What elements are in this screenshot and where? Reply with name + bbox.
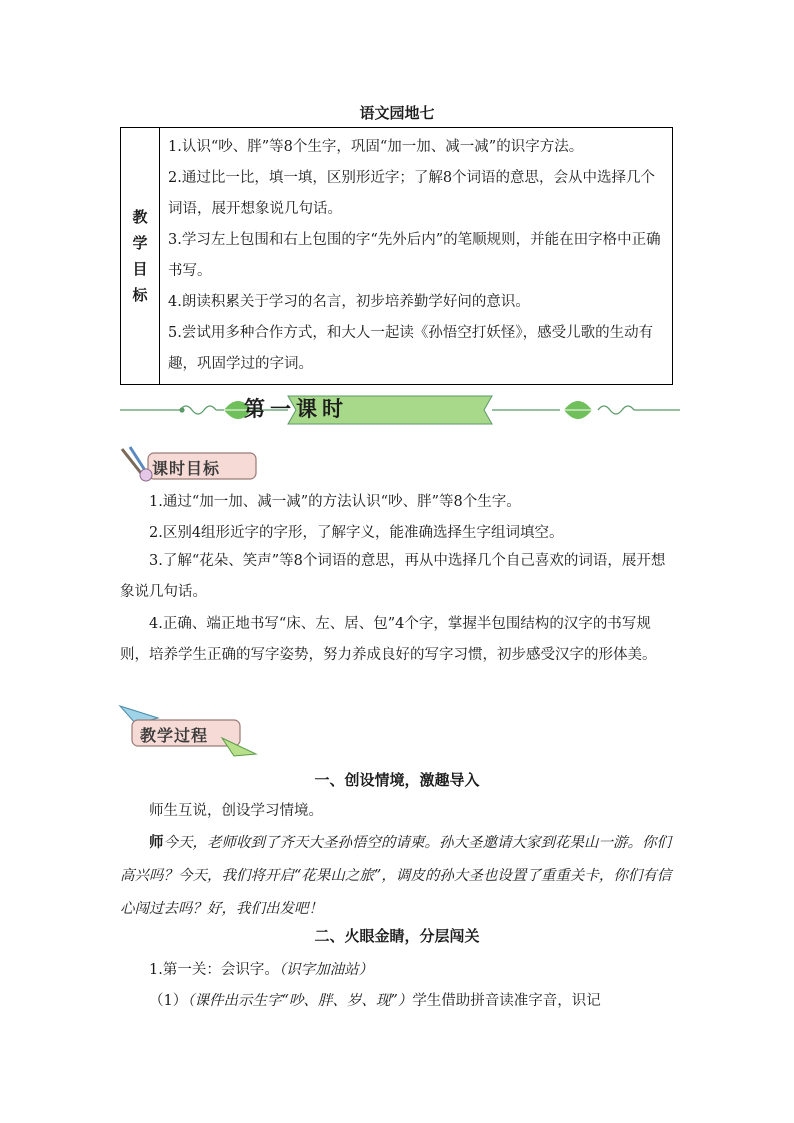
speaker-label: 师 — [149, 834, 164, 851]
lesson-goal-item: 3.了解“花朵、笑声”等8个词语的意思，再从中选择几个自己喜欢的词语，展开想象说几句话。 — [120, 553, 666, 600]
teaching-goals-body — [160, 128, 673, 385]
paragraph: 师生互说，创设学习情境。 — [149, 803, 323, 819]
goal-item: 2.通过比一比，填一填，区别形近字；了解8个词语的意思，会从中选择几个词语，展开想象说几句话。 — [168, 170, 656, 217]
teacher-speech — [120, 826, 676, 926]
lesson-goal-item: 4.正确、端正地书写“床、左、居、包”4个字，掌握半包围结构的汉字的书写规则，培养学生正确的写字姿势，努力养成良好的写字习惯，初步感受汉字的形体美。 — [120, 616, 657, 663]
banner-title: 第一课时 — [244, 396, 348, 421]
teaching-goals-table — [120, 127, 673, 385]
goal-item: 5.尝试用多种合作方式，和大人一起读《孙悟空打妖怪》，感受儿歌的生动有趣，巩固学过的字词。 — [168, 325, 654, 372]
sub-step-item — [120, 986, 676, 1017]
step-note: （识字加油站） — [278, 962, 374, 978]
goal-item: 1.认识“吵、胖”等8个生字，巩固“加一加、减一减”的识字方法。 — [168, 139, 584, 155]
label-char: 标 — [132, 286, 148, 304]
label-char: 学 — [132, 234, 148, 252]
step-label: 1.第一关：会识字。 — [149, 962, 279, 978]
section-heading: 二、火眼金睛，分层闯关 — [314, 927, 480, 945]
teaching-process-badge-label: 教学过程 — [140, 726, 209, 745]
sub-step-number: （1） — [149, 993, 188, 1009]
teaching-goals-label — [121, 128, 160, 385]
goal-item: 3.学习左上包围和右上包围的字“先外后内”的笔顺规则，并能在田字格中正确书写。 — [168, 232, 661, 279]
lesson-goal-item: 2.区别4组形近字的字形，了解字义，能准确选择生字组词填空。 — [149, 525, 564, 541]
speech-text: 今天，老师收到了齐天大圣孙悟空的请柬。孙大圣邀请大家到花果山一游。你们高兴吗？今天，我们将开启“花果山之旅”，调皮的孙大圣也设置了重重关卡，你们有信心闯过去吗？好，我们出发吧！ — [120, 835, 672, 917]
sub-step-text: 学生借助拼音读准字音，识记 — [412, 993, 601, 1009]
leaf-icon — [564, 401, 592, 419]
goal-item: 4.朗读积累关于学习的名言，初步培养勤学好问的意识。 — [168, 294, 530, 310]
section-heading: 一、创设情境，激趣导入 — [314, 771, 480, 789]
lesson-goals-badge-label: 课时目标 — [152, 459, 221, 478]
label-char: 教 — [132, 208, 148, 226]
sub-step-note: （课件出示生字“吵、胖、岁、现”） — [187, 993, 413, 1009]
label-char: 目 — [132, 260, 148, 278]
lesson-goal-item: 1.通过“加一加、减一减”的方法认识“吵、胖”等8个生字。 — [149, 494, 521, 510]
step-item — [120, 955, 676, 986]
page-title: 语文园地七 — [359, 104, 435, 122]
